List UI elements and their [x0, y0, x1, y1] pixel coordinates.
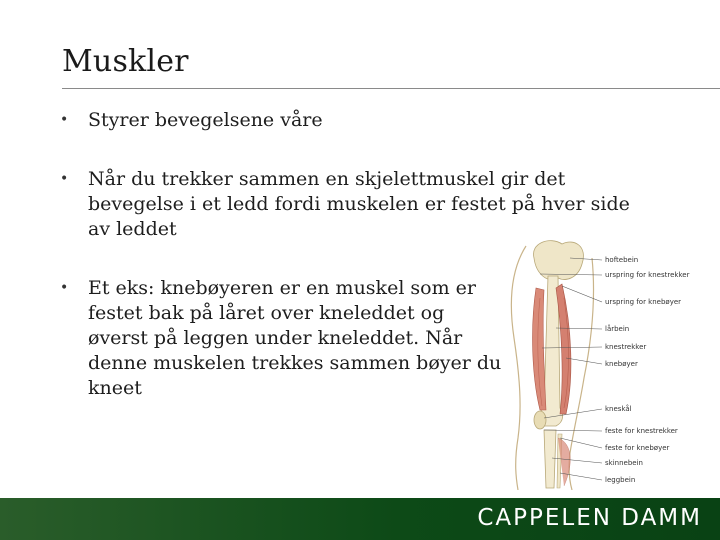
- slide-title: Muskler: [62, 44, 189, 79]
- kneecap: [534, 411, 546, 429]
- label-hip-bone: hoftebein: [605, 256, 639, 264]
- label-extensor-insertion: feste for knestrekker: [605, 427, 678, 435]
- bullet-item: • Et eks: knebøyeren er en muskel som er festet bak på låret over kneleddet og øverst på leggen under kneleddet. Når denne muskelen trekkes sammen bøyer du kneet: [58, 276, 508, 401]
- publisher-logo: CAPPELEN DAMM: [477, 505, 702, 531]
- title-divider: [62, 88, 720, 89]
- leg-muscle-illustration: [500, 238, 700, 490]
- label-femur: lårbein: [605, 325, 630, 333]
- label-shin-bone: skinnebein: [605, 459, 643, 467]
- leg-outline-right: [569, 258, 593, 490]
- label-knee-flexor: knebøyer: [605, 360, 638, 368]
- label-calf-bone: leggbein: [605, 476, 636, 484]
- label-flexor-insertion: feste for knebøyer: [605, 444, 670, 452]
- label-extensor-origin: urspring for knestrekker: [605, 271, 690, 279]
- shin-bone: [544, 430, 556, 488]
- label-flexor-origin: urspring for knebøyer: [605, 298, 682, 306]
- footer-bar: [0, 498, 720, 540]
- label-kneecap: kneskål: [605, 405, 632, 413]
- label-knee-extensor: knestrekker: [605, 343, 647, 351]
- leg-outline-left: [511, 246, 526, 490]
- bullet-item: • Styrer bevegelsene våre: [58, 108, 698, 133]
- bullet-item: • Når du trekker sammen en skjelettmuskel gir det bevegelse i et ledd fordi muskelen er festet på hver side av leddet: [58, 167, 648, 242]
